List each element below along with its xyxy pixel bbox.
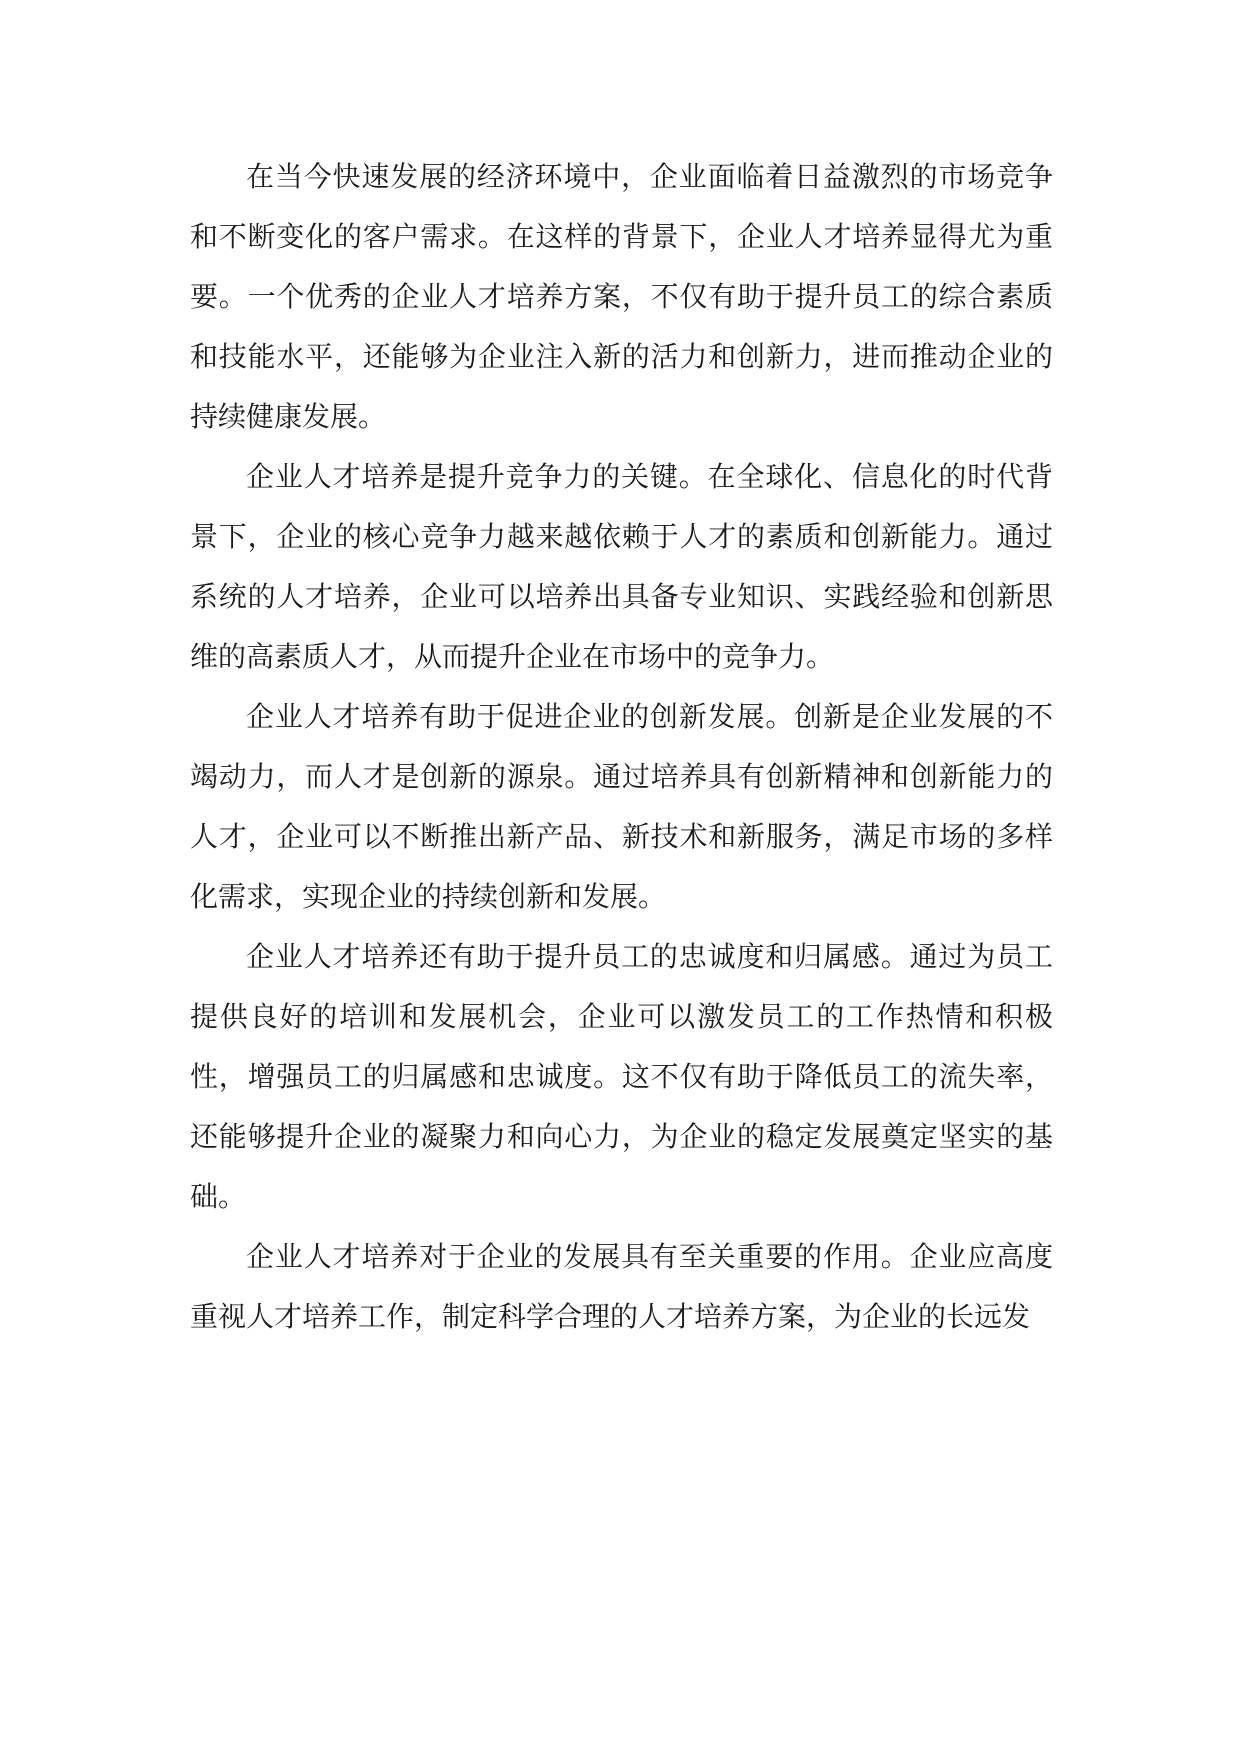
paragraph-3: 企业人才培养有助于促进企业的创新发展。创新是企业发展的不竭动力，而人才是创新的源泉。通过培养具有创新精神和创新能力的人才，企业可以不断推出新产品、新技术和新服务，满足市场的多样化需求，实现企业的持续创新和发展。 [190,700,1053,913]
document-body [190,147,1053,1347]
paragraph-2: 企业人才培养是提升竞争力的关键。在全球化、信息化的时代背景下，企业的核心竞争力越来越依赖于人才的素质和创新能力。通过系统的人才培养，企业可以培养出具备专业知识、实践经验和创新思维的高素质人才，从而提升企业在市场中的竞争力。 [190,460,1053,673]
paragraph-5: 企业人才培养对于企业的发展具有至关重要的作用。企业应高度重视人才培养工作，制定科学合理的人才培养方案，为企业的长远发 [190,1240,1053,1333]
paragraph-4: 企业人才培养还有助于提升员工的忠诚度和归属感。通过为员工提供良好的培训和发展机会，企业可以激发员工的工作热情和积极性，增强员工的归属感和忠诚度。这不仅有助于降低员工的流失率，还能够提升企业的凝聚力和向心力，为企业的稳定发展奠定坚实的基础。 [190,940,1053,1213]
paragraph-1: 在当今快速发展的经济环境中，企业面临着日益激烈的市场竞争和不断变化的客户需求。在这样的背景下，企业人才培养显得尤为重要。一个优秀的企业人才培养方案，不仅有助于提升员工的综合素质和技能水平，还能够为企业注入新的活力和创新力，进而推动企业的持续健康发展。 [190,160,1053,433]
